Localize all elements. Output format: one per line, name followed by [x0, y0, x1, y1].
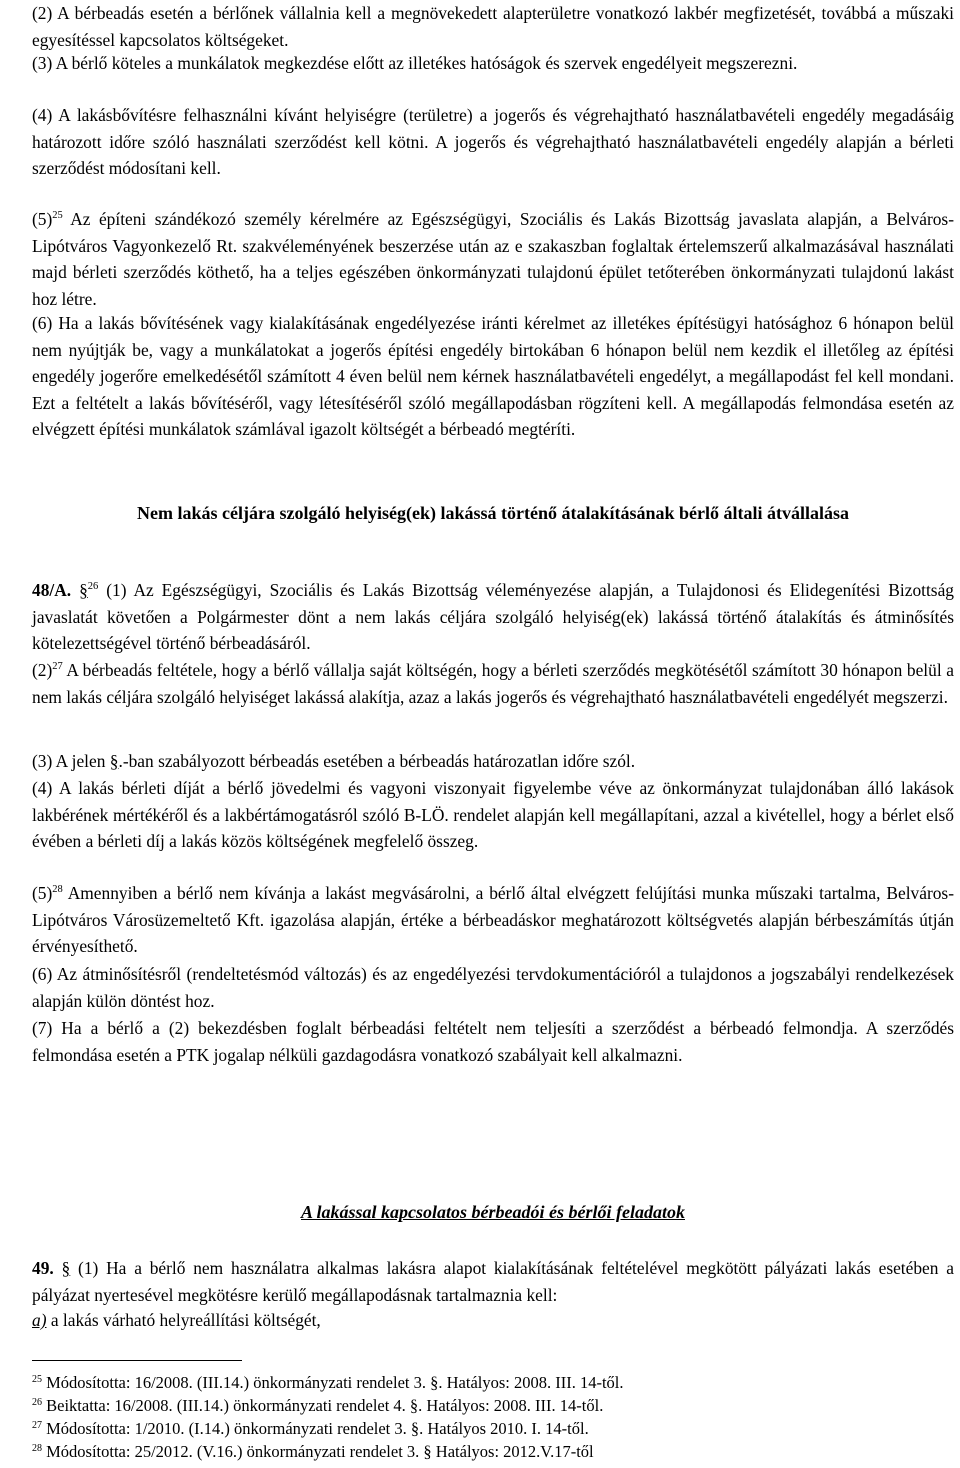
section-heading-nem-lakas: Nem lakás céljára szolgáló helyiség(ek) lakássá történő átalakításának bérlő általi átvállalása — [137, 503, 849, 523]
footnote-ref-27[interactable]: 27 — [52, 661, 63, 672]
section-sign: § — [79, 580, 88, 600]
section-48a-3 — [32, 748, 954, 775]
section-sign: § — [61, 1258, 71, 1278]
footnote-text: Módosította: 25/2012. (V.16.) önkormányzati rendelet 3. § Hatályos: 2012.V.17-től — [42, 1442, 594, 1461]
footnote-text: Módosította: 1/2010. (I.14.) önkormányzati rendelet 3. §. Hatályos 2010. I. 14-től. — [42, 1419, 589, 1438]
footnote-divider — [32, 1360, 242, 1361]
footnote-text: Módosította: 16/2008. (III.14.) önkormányzati rendelet 3. §. Hatályos: 2008. III. 14-től. — [42, 1373, 624, 1392]
footnote-ref-26[interactable]: 26 — [87, 581, 99, 592]
paragraph-5-prefix: (5) — [32, 209, 53, 229]
section-48a-2-text: A bérbeadás feltétele, hogy a bérlő vállalja saját költségén, hogy a bérleti szerződés megkötésétől számított 30 hónapon belül a nem lakás céljára szolgáló helyiséget lakássá alakítja, azaz a lakás jogerős és végrehajtható használatbavételi engedélyét megszerzi. — [32, 660, 954, 707]
section-48a-2 — [32, 657, 954, 710]
footnote-number: 28 — [32, 1443, 42, 1454]
section-49-a — [32, 1307, 954, 1334]
section-number: 48/A. — [32, 580, 72, 600]
section-49-text: (1) Ha a bérlő nem használatra alkalmas lakásra alapot kialakításának feltételével megkötött pályázati lakás esetében a pályázat nyertesével megkötésre kerülő megállapodásnak tartalmaznia kell: — [32, 1258, 954, 1305]
footnote-25 — [32, 1372, 954, 1393]
section-48a-5-text: Amennyiben a bérlő nem kívánja a lakást megvásárolni, a bérlő által elvégzett felújítási munka műszaki tartalma, Belváros-Lipótváros Városüzemeltető Kft. igazolása alapján, értéke a bérbeadáskor meghatározott költségvetés alapján bérbeszámítás útján érvényesíthető. — [32, 883, 954, 956]
footnote-text: Beiktatta: 16/2008. (III.14.) önkormányzati rendelet 4. §. Hatályos: 2008. III. 14-től. — [42, 1396, 604, 1415]
paragraph-2: (2) A bérbeadás esetén a bérlőnek vállalnia kell a megnövekedett alapterületre vonatkozó lakbér megfizetését, továbbá a műszaki egyesítéssel kapcsolatos költségeket. — [32, 3, 954, 50]
section-48a-7: (7) Ha a bérlő a (2) bekezdésben foglalt bérbeadási feltételt nem teljesíti a szerződést a bérbeadó felmondja. A szerződés felmondása esetén a PTK jogalap nélküli gazdagodásra vonatkozó szabályait kell alkalmazni. — [32, 1018, 954, 1065]
footnote-number: 25 — [32, 1374, 42, 1385]
footnote-number: 26 — [32, 1397, 42, 1408]
section-48a-text: (1) Az Egészségügyi, Szociális és Lakás Bizottság véleményezése alapján, a Tulajdonosi és Elidegenítési Bizottság javaslatát követően a Polgármester dönt a nem lakás céljára szolgáló helyiség(ek) lakássá történő átalakítás és átminősítés kötelezettségével történő bérbeadásáról. — [32, 580, 954, 653]
section-48a-intro — [32, 577, 954, 657]
footnote-ref-25[interactable]: 25 — [52, 210, 63, 221]
list-item-a-text: a lakás várható helyreállítási költségét, — [46, 1310, 321, 1330]
section-48a-3-b: .-ban szabályozott bérbeadás esetében a bérbeadás határozatlan időre szól. — [118, 751, 636, 771]
footnote-27 — [32, 1418, 954, 1439]
section-48a-3-a: (3) A jelen — [32, 751, 110, 771]
footnote-26 — [32, 1395, 954, 1416]
paragraph-4: (4) A lakásbővítésre felhasználni kívánt helyiségre (területre) a jogerős és végrehajtható használatbavételi engedély megadásáig határozott időre szóló használati szerződést kell kötni. A jogerős és végrehajtható használatbavételi engedély alapján a bérleti szerződést módosítani kell. — [32, 105, 954, 178]
footnote-ref-28[interactable]: 28 — [52, 884, 63, 895]
section-48a-5 — [32, 880, 954, 960]
paragraph-6: (6) Ha a lakás bővítésének vagy kialakításának engedélyezése iránti kérelmet az illetékes építésügyi hatósághoz 6 hónapon belül nem nyújtják be, vagy a munkálatokat a jogerős építési engedély birtokában 6 hónapon belül nem kezdik el illetőleg az építési engedély jogerőre emelkedésétől számított 4 éven belül nem kérnek használatbavételi engedélyt, a megállapodást fel kell mondani. Ezt a feltételt a lakás bővítéséről, vagy létesítéséről szóló megállapodásban rögzíteni kell. A megállapodás felmondása esetén az elvégzett építési munkálatok számlával igazolt költségét a bérbeadó megtéríti. — [32, 313, 954, 439]
footnote-28 — [32, 1441, 954, 1462]
paragraph-5 — [32, 206, 954, 312]
section-48a-6: (6) Az átminősítésről (rendeltetésmód változás) és az engedélyezési tervdokumentációról a tulajdonos a jogszabályi rendelkezések alapján külön döntést hoz. — [32, 964, 954, 1011]
section-48a-2-prefix: (2) — [32, 660, 53, 680]
paragraph-5-text: Az építeni szándékozó személy kérelmére az Egészségügyi, Szociális és Lakás Bizottság javaslata alapján, a Belváros-Lipótváros Vagyonkezelő Rt. szakvéleményének beszerzése után az e szakaszban foglaltak értelemszerű alkalmazásával használati majd bérleti szerződés köthető, ha a teljes egészében önkormányzati tulajdonú épület tetőterében önkormányzati tulajdonú lakást hoz létre. — [32, 209, 954, 309]
section-49-intro — [32, 1255, 954, 1308]
list-label-a: a) — [32, 1310, 47, 1330]
footnote-number: 27 — [32, 1420, 42, 1431]
paragraph-3: (3) A bérlő köteles a munkálatok megkezdése előtt az illetékes hatóságok és szervek engedélyeit megszerezni. — [32, 53, 798, 73]
section-48a-5-prefix: (5) — [32, 883, 53, 903]
section-number: 49. — [32, 1258, 54, 1278]
section-sign: § — [109, 751, 119, 771]
section-heading-feladatok: A lakással kapcsolatos bérbeadói és bérlői feladatok — [301, 1202, 685, 1222]
section-48a-4: (4) A lakás bérleti díját a bérlő jövedelmi és vagyoni viszonyait figyelembe véve az önkormányzat tulajdonában álló lakások lakbérének mértékéről és a lakbértámogatásról szóló B-LÖ. rendelet alapján kell megállapítani, azzal a kivétellel, hogy a bérlet első évében a bérleti díj a lakás közös költségének megfelelő összeg. — [32, 778, 954, 851]
